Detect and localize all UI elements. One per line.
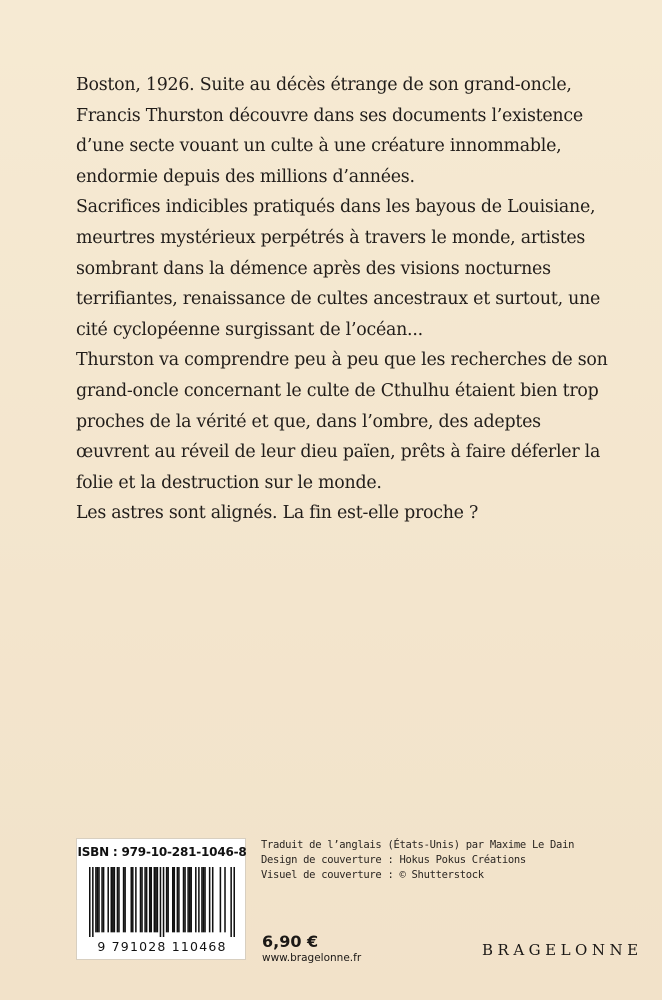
- publisher-website: www.bragelonne.fr: [262, 952, 362, 964]
- barcode-bar: [198, 867, 200, 932]
- price: 6,90 €: [262, 932, 319, 951]
- barcode-bar: [114, 867, 116, 932]
- barcode-bar: [190, 867, 192, 932]
- barcode-bar: [195, 867, 197, 932]
- barcode-bar: [132, 867, 134, 932]
- barcode-bar: [209, 867, 211, 932]
- barcode-bar: [167, 867, 169, 932]
- barcode-bar: [144, 867, 146, 932]
- barcode-bar: [97, 867, 99, 932]
- barcode-bar: [224, 867, 226, 932]
- barcode-bar: [157, 867, 159, 932]
- cover-visual-credit: Visuel de couverture : © Shutterstock: [261, 869, 484, 881]
- barcode-bar: [123, 867, 125, 932]
- translation-credit: Traduit de l’anglais (États-Unis) par Maxime Le Dain: [261, 839, 575, 851]
- barcode-bar: [160, 867, 162, 937]
- barcode-bar: [163, 867, 165, 937]
- barcode-bar: [230, 867, 232, 937]
- barcode-bar: [98, 867, 100, 932]
- barcode-bar: [135, 867, 137, 932]
- barcode-bar: [174, 867, 176, 932]
- blurb-paragraph-3: Thurston va comprendre peu à peu que les recherches de son grand-oncle concernant le culte de Cthulhu étaient bien trop proches de la vérité et que, dans l’ombre, des adeptes œuvrent au réveil de leur dieu païen, prêts à faire déferler la folie et la destruction sur le monde.: [76, 350, 608, 493]
- barcode-bar: [92, 867, 94, 937]
- barcode-bar: [103, 867, 105, 932]
- cover-design-credit: Design de couverture : Hokus Pokus Créations: [261, 854, 526, 866]
- barcode-bar: [177, 867, 179, 932]
- barcode-bar: [203, 867, 205, 932]
- barcode-bar: [201, 867, 203, 932]
- barcode-bar: [117, 867, 119, 932]
- barcode-digits: 9 791028 110468: [97, 939, 227, 954]
- barcode-bar: [124, 867, 126, 932]
- barcode-bar: [178, 867, 180, 932]
- barcode-bar: [187, 867, 189, 932]
- publisher-logo: BRAGELONNE: [482, 941, 643, 959]
- barcode-bar: [183, 867, 185, 932]
- barcode-bar: [204, 867, 206, 932]
- barcode-bar: [89, 867, 91, 937]
- barcode-bar: [95, 867, 97, 932]
- barcode-bar: [172, 867, 174, 932]
- isbn-barcode-box: [76, 838, 246, 960]
- barcode-bar: [146, 867, 148, 932]
- blurb-paragraph-4: Les astres sont alignés. La fin est-elle proche ?: [76, 503, 479, 524]
- barcode-bar: [101, 867, 103, 932]
- blurb-paragraph-1: Boston, 1926. Suite au décès étrange de son grand-oncle, Francis Thurston découvre dans ses documents l’existence d’une secte vouant un culte à une créature innommable, endormie depuis des millions d’années.: [76, 75, 583, 187]
- barcode-bar: [149, 867, 151, 932]
- barcode-bar: [220, 867, 222, 932]
- barcode-bar: [150, 867, 152, 932]
- barcode-bar: [155, 867, 157, 932]
- blurb-text: [76, 70, 616, 529]
- isbn-label: ISBN : 979-10-281-1046-8: [77, 845, 247, 859]
- barcode-bar: [154, 867, 156, 932]
- barcode-bar: [111, 867, 113, 932]
- barcode-bar: [130, 867, 132, 932]
- blurb-paragraph-2: Sacrifices indicibles pratiqués dans les bayous de Louisiane, meurtres mystérieux perpétrés à travers le monde, artistes sombrant dans la démence après des visions nocturnes terrifiantes, renaissance de cultes ancestraux et surtout, une cité cyclopéenne surgissant de l’océan...: [76, 197, 601, 340]
- credits-block: [261, 838, 574, 883]
- barcode-bar: [184, 867, 186, 932]
- barcode-bar: [212, 867, 214, 932]
- barcode-bar: [107, 867, 109, 932]
- barcode-bar: [140, 867, 142, 932]
- barcode-bar: [118, 867, 120, 932]
- barcode-bar: [112, 867, 114, 932]
- barcode-image: [89, 867, 235, 937]
- barcode-bar: [233, 867, 235, 937]
- barcode-bar: [189, 867, 191, 932]
- barcode-bar: [141, 867, 143, 932]
- barcode-bar: [166, 867, 168, 932]
